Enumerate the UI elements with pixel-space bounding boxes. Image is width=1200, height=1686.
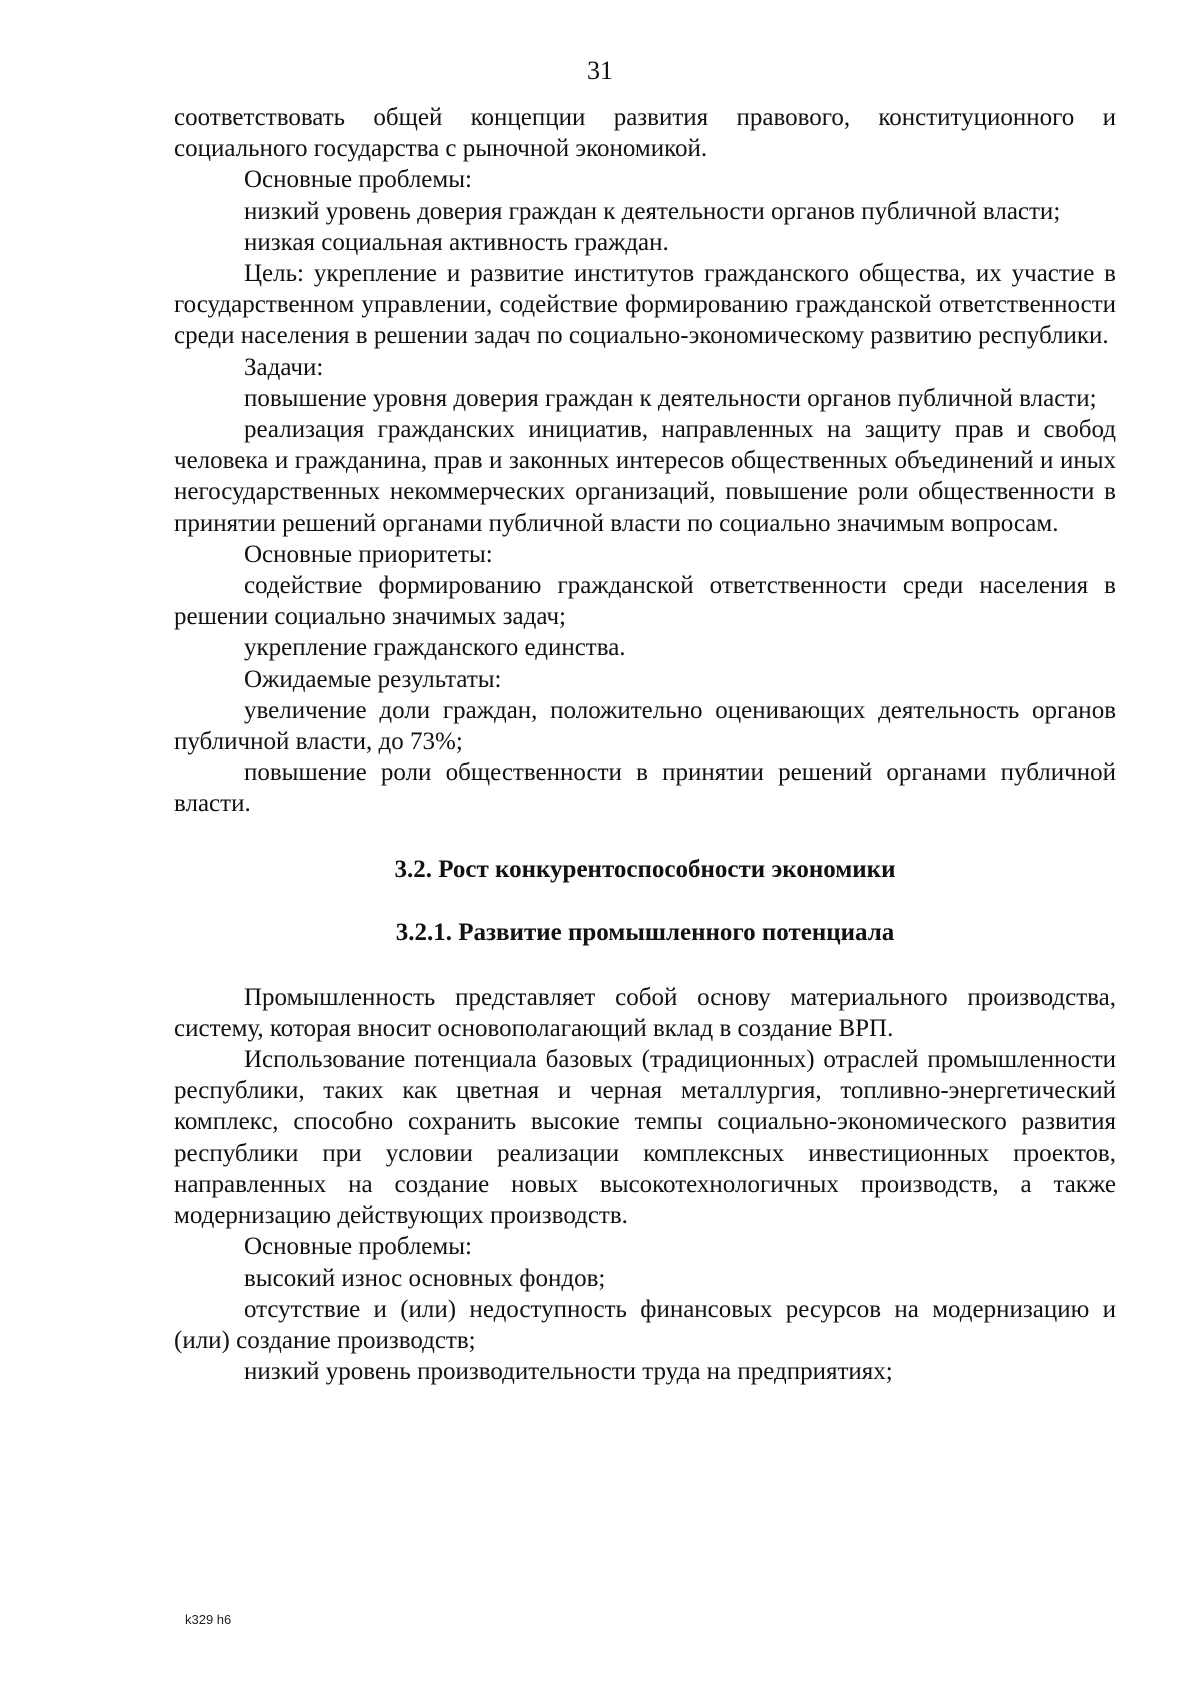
subsection-heading: 3.2.1. Развитие промышленного потенциала (395, 918, 895, 946)
paragraph: Задачи: (244, 353, 324, 381)
paragraph: высокий износ основных фондов; (244, 1264, 606, 1292)
page-number: 31 (587, 56, 613, 85)
paragraph: низкий уровень производительности труда на предприятиях; (244, 1358, 893, 1386)
paragraph: Промышленность представляет собой основу материального производства, систему, которая вносит основополагающий вклад в создание ВРП. (174, 983, 1116, 1042)
paragraph: Цель: укрепление и развитие институтов гражданского общества, их участие в государственном управлении, содействие формированию гражданской ответственности среди населения в решении задач по социально-экономическому развитию республики. (174, 260, 1116, 350)
paragraph: Основные приоритеты: (244, 540, 493, 568)
section-after (174, 982, 1116, 1388)
document-body (174, 102, 1116, 1387)
paragraph: Ожидаемые результаты: (244, 665, 502, 693)
section-before (174, 102, 1116, 820)
paragraph: повышение роли общественности в принятии решений органами публичной власти. (174, 759, 1116, 818)
section-heading: 3.2. Рост конкурентоспособности экономики (394, 855, 896, 883)
paragraph: Использование потенциала базовых (традиционных) отраслей промышленности республики, таких как цветная и черная металлургия, топливно-энергетический комплекс, способно сохранить высокие темпы социально-экономического развития республики при условии реализации комплексных инвестиционных проектов, направленных на создание новых высокотехнологичных производств, а также модернизацию действующих производств. (174, 1046, 1116, 1230)
paragraph: укрепление гражданского единства. (244, 634, 626, 662)
paragraph: Основные проблемы: (244, 166, 472, 194)
paragraph: низкий уровень доверия граждан к деятельности органов публичной власти; (244, 197, 1061, 225)
paragraph: повышение уровня доверия граждан к деятельности органов публичной власти; (244, 384, 1097, 412)
paragraph: Основные проблемы: (244, 1233, 472, 1261)
paragraph: содействие формированию гражданской ответственности среди населения в решении социально значимых задач; (174, 572, 1116, 631)
paragraph: отсутствие и (или) недоступность финансовых ресурсов на модернизацию и (или) создание производств; (174, 1295, 1116, 1354)
document-code: k329 h6 (185, 1612, 232, 1627)
paragraph: увеличение доли граждан, положительно оценивающих деятельность органов публичной власти, до 73%; (174, 696, 1116, 756)
paragraph: соответствовать общей концепции развития правового, конституционного и социального государства с рыночной экономикой. (174, 104, 1116, 163)
paragraph: реализация гражданских инициатив, направленных на защиту прав и свобод человека и гражданина, прав и законных интересов общественных объединений и иных негосударственных некоммерческих организаций, повышение роли общественности в принятии решений органами публичной власти по социально значимым вопросам. (174, 416, 1116, 537)
paragraph: низкая социальная активность граждан. (244, 228, 669, 256)
